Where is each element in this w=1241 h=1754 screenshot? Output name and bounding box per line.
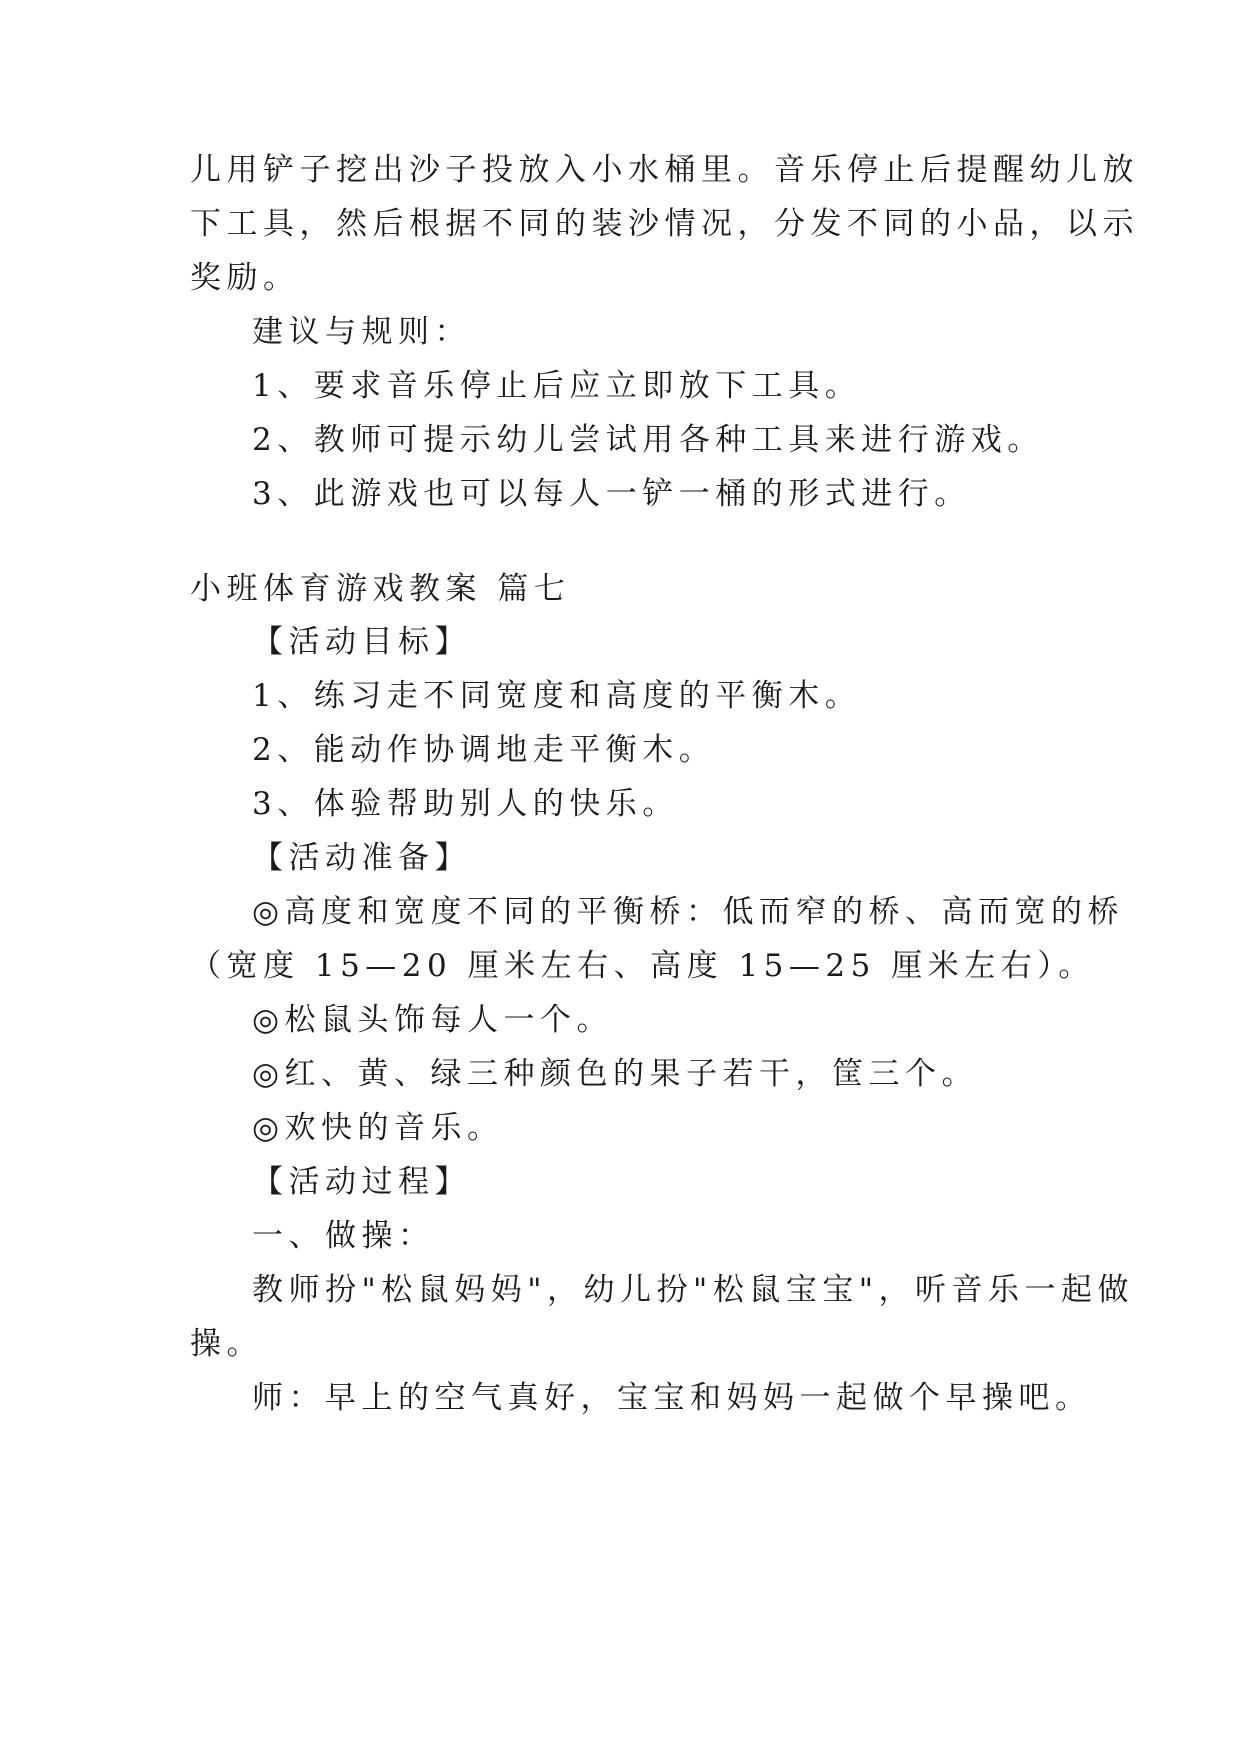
list-item: 3、此游戏也可以每人一铲一桶的形式进行。	[252, 476, 971, 512]
list-item: 2、教师可提示幼儿尝试用各种工具来进行游戏。	[252, 422, 1044, 458]
subsection-heading: 【活动准备】	[252, 840, 471, 876]
paragraph-line: 教师扮"松鼠妈妈"，幼儿扮"松鼠宝宝"，听音乐一起做	[252, 1272, 1135, 1308]
paragraph-line: 儿用铲子挖出沙子投放入小水桶里。音乐停止后提醒幼儿放	[190, 152, 1139, 188]
list-item: 3、体验帮助别人的快乐。	[252, 786, 679, 822]
list-item: 2、能动作协调地走平衡木。	[252, 732, 716, 768]
list-item: ◎欢快的音乐。	[252, 1110, 504, 1146]
paragraph-line: 操。	[190, 1326, 263, 1362]
list-item: ◎红、黄、绿三种颜色的果子若干，筐三个。	[252, 1056, 979, 1092]
step-heading: 一、做操：	[252, 1218, 435, 1254]
section-label: 建议与规则：	[252, 314, 471, 350]
paragraph-line: 师：早上的空气真好，宝宝和妈妈一起做个早操吧。	[252, 1380, 1092, 1416]
subsection-heading: 【活动过程】	[252, 1164, 471, 1200]
list-item: 1、练习走不同宽度和高度的平衡木。	[252, 678, 862, 714]
list-item: ◎松鼠头饰每人一个。	[252, 1002, 614, 1038]
list-item: ◎高度和宽度不同的平衡桥：低而窄的桥、高而宽的桥	[252, 894, 1125, 930]
subsection-heading: 【活动目标】	[252, 624, 471, 660]
section-heading: 小班体育游戏教案 篇七	[190, 571, 571, 607]
list-item: 1、要求音乐停止后应立即放下工具。	[252, 368, 862, 404]
paragraph-line: （宽度 15—20 厘米左右、高度 15—25 厘米左右）。	[190, 948, 1095, 984]
paragraph-line: 奖励。	[190, 260, 300, 296]
paragraph-line: 下工具，然后根据不同的装沙情况，分发不同的小品，以示	[190, 206, 1139, 242]
